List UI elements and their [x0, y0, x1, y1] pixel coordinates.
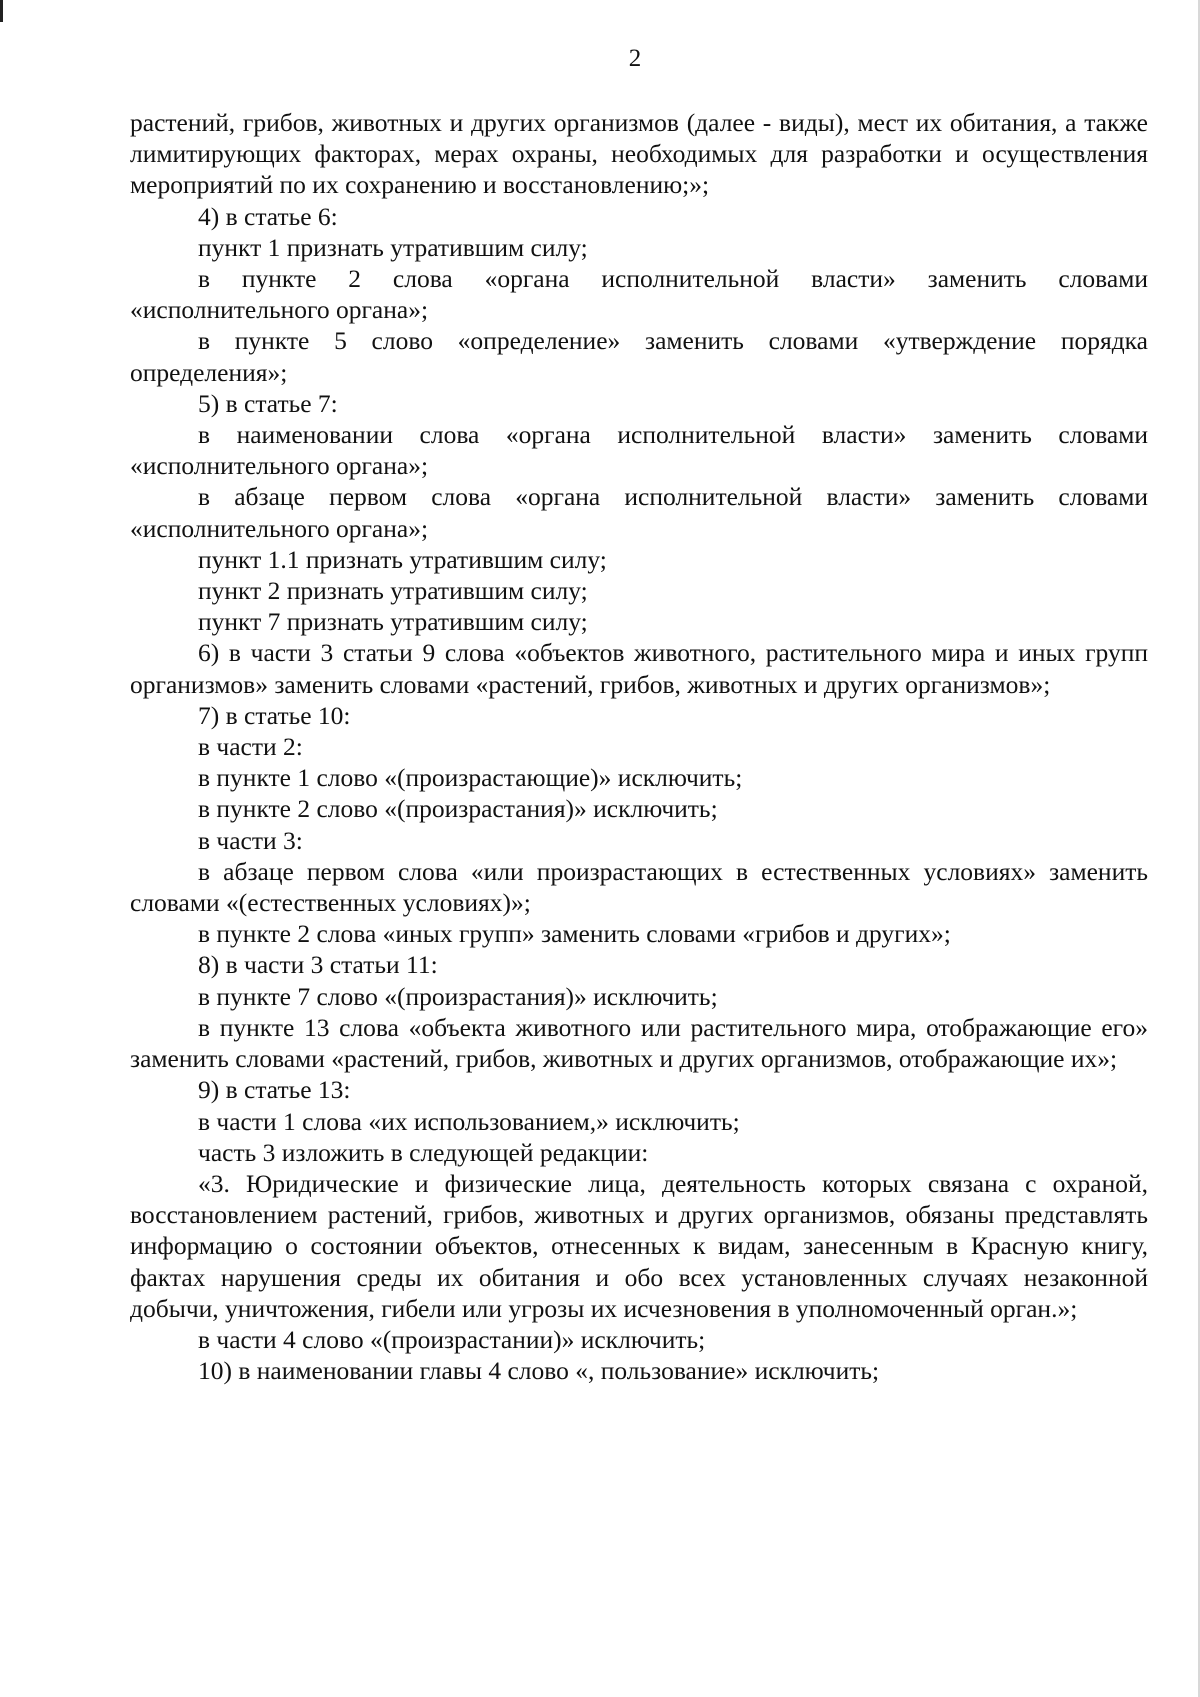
paragraph: в части 4 слово «(произрастании)» исключить; — [198, 1324, 706, 1354]
paragraph: в пункте 7 слово «(произрастания)» исключить; — [198, 981, 718, 1011]
paragraph: в наименовании слова «органа исполнительной власти» заменить словами «исполнительного органа»; — [130, 420, 1148, 481]
paragraph: растений, грибов, животных и других организмов (далее - виды), мест их обитания, а также лимитирующих факторах, мерах охраны, необходимых для разработки и осуществления мероприятий по их сохранению и восстановлению;»; — [130, 108, 1148, 200]
paragraph: 9) в статье 13: — [198, 1075, 351, 1105]
paragraph: в пункте 2 слова «органа исполнительной власти» заменить словами «исполнительного органа»; — [130, 264, 1148, 325]
paragraph: в пункте 5 слово «определение» заменить словами «утверждение порядка определения»; — [130, 326, 1148, 387]
paragraph: в части 1 слова «их использованием,» исключить; — [198, 1106, 740, 1136]
paragraph: в абзаце первом слова «или произрастающих в естественных условиях» заменить словами «(естественных условиях)»; — [130, 856, 1148, 918]
scan-edge-mark — [0, 0, 3, 22]
paragraph: в пункте 13 слова «объекта животного или растительного мира, отображающие его» заменить словами «растений, грибов, животных и других организмов, отображающие их»; — [130, 1012, 1148, 1074]
paragraph: в пункте 2 слова «иных групп» заменить словами «грибов и других»; — [198, 919, 951, 949]
paragraph: 6) в части 3 статьи 9 слова «объектов животного, растительного мира и иных групп организмов» заменить словами «растений, грибов, животных и других организмов»; — [130, 638, 1148, 699]
paragraph: 7) в статье 10: — [198, 700, 351, 730]
paragraph: 4) в статье 6: — [198, 201, 338, 231]
paragraph: в пункте 2 слово «(произрастания)» исключить; — [198, 794, 718, 824]
paragraph: часть 3 изложить в следующей редакции: — [198, 1137, 649, 1167]
paragraph: пункт 1.1 признать утратившим силу; — [198, 544, 607, 574]
paragraph: в пункте 1 слово «(произрастающие)» исключить; — [198, 763, 743, 793]
paragraph: 5) в статье 7: — [198, 388, 338, 418]
paragraph: пункт 7 признать утратившим силу; — [198, 607, 588, 637]
page-number: 2 — [628, 45, 642, 72]
paragraph: в части 3: — [198, 825, 303, 855]
paragraph: в части 2: — [198, 732, 303, 762]
paragraph: 10) в наименовании главы 4 слово «, пользование» исключить; — [198, 1356, 880, 1386]
paragraph: в абзаце первом слова «органа исполнительной власти» заменить словами «исполнительного органа»; — [130, 482, 1148, 543]
paragraph: пункт 2 признать утратившим силу; — [198, 576, 588, 606]
document-body — [130, 107, 1148, 1386]
paragraph: 8) в части 3 статьи 11: — [198, 950, 438, 980]
paragraph: пункт 1 признать утратившим силу; — [198, 232, 588, 262]
paragraph: «3. Юридические и физические лица, деятельность которых связана с охраной, восстановлением растений, грибов, животных и других организмов, обязаны представлять информацию о состоянии объектов, отнесенных к видам, занесенным в Красную книгу, фактах нарушения среды их обитания и обо всех установленных случаях незаконной добычи, уничтожения, гибели или угрозы их исчезновения в уполномоченный орган.»; — [130, 1168, 1148, 1323]
